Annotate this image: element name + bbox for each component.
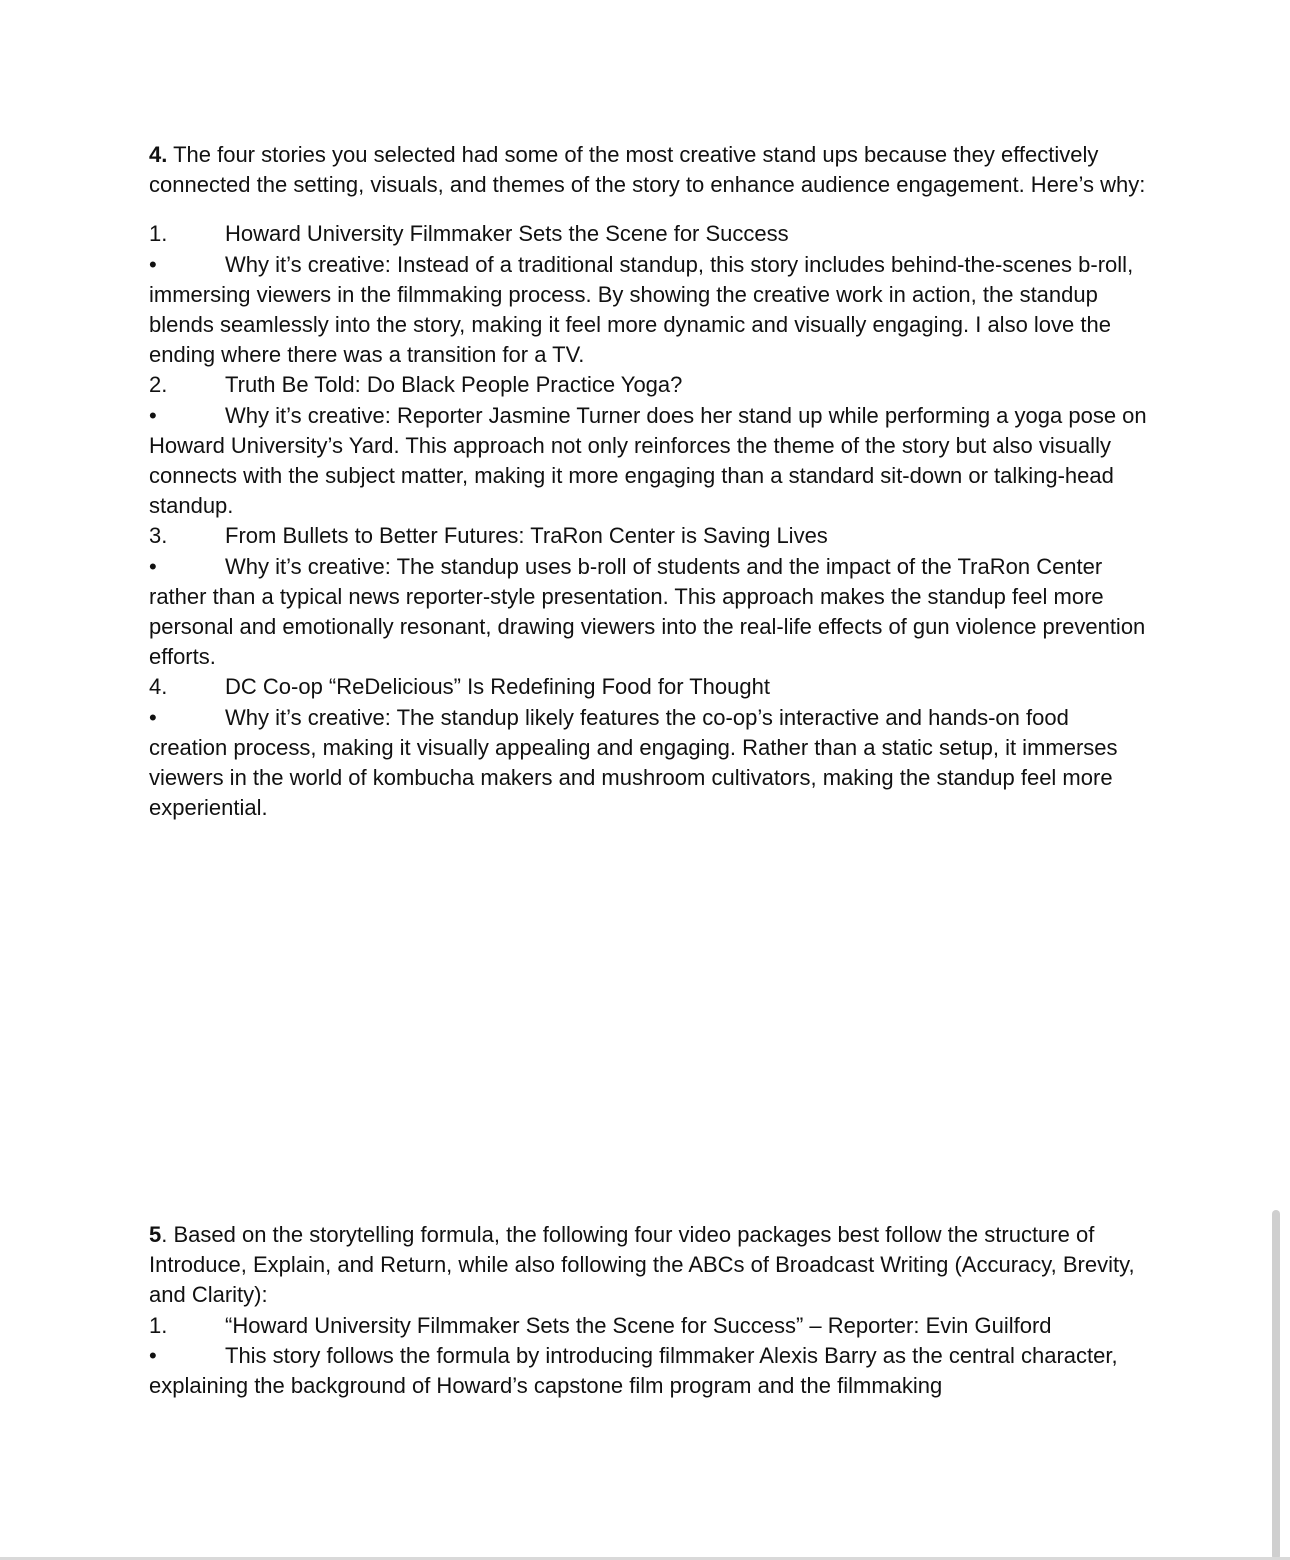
section-5-number: 5 (149, 1222, 162, 1247)
story-item (149, 672, 1149, 823)
story-title-line (149, 521, 1149, 551)
story-title-line (149, 672, 1149, 702)
story-explanation (149, 401, 1149, 522)
section-4-intro (149, 140, 1149, 200)
explanation-lead: Why it’s creative: Reporter Jasmine Turner does her stand up while performing a yoga (225, 402, 1063, 428)
bullet-icon: • (149, 704, 157, 730)
section-5-intro-text: . Based on the storytelling formula, the following four video packages best follow the structure of Introduce, Explain, and Return, while also following the ABCs of Broadcast Writing (Accuracy, Brevity, and Clarity): (149, 1222, 1135, 1308)
answer-section-5 (149, 1220, 1149, 1401)
story-title: DC Co-op “ReDelicious” Is Redefining Food for Thought (225, 674, 770, 700)
story-title-line (149, 1311, 1149, 1341)
story-title: Truth Be Told: Do Black People Practice Yoga? (225, 372, 683, 398)
story-title-line (149, 219, 1149, 249)
answer-section-4 (149, 140, 1149, 823)
list-number: 3. (149, 523, 168, 549)
section-4-intro-text: The four stories you selected had some of the most creative stand ups because they effectively connected the setting, visuals, and themes of the story to enhance audience engagement. Here’s why: (149, 142, 1146, 198)
list-number: 2. (149, 372, 168, 398)
vertical-scrollbar[interactable] (1272, 1210, 1280, 1560)
explanation-rest: pose on Howard University’s Yard. This approach not only reinforces the theme of the story but also visually connects with the subject matter, making it more engaging than a standard sit-down or talking-head standup. (149, 402, 1147, 519)
list-number: 1. (149, 1312, 168, 1338)
story-item (149, 370, 1149, 521)
story-title: “Howard University Filmmaker Sets the Scene for Success” – Reporter: Evin Guilford (225, 1312, 1052, 1338)
story-item (149, 521, 1149, 672)
explanation-lead: Why it’s creative: Instead of a traditional standup, this story includes behind-the-scenes (225, 251, 1073, 277)
explanation-rest: Center rather than a typical news reporter-style presentation. This approach makes the standup feel more personal and emotionally resonant, drawing viewers into the real-life effects of gun violence prevention efforts. (149, 553, 1146, 670)
section-4-number: 4. (149, 142, 168, 167)
story-explanation (149, 552, 1149, 673)
explanation-lead: Why it’s creative: The standup likely features the co-op’s interactive and hands-on food (225, 704, 1069, 730)
list-number: 4. (149, 674, 168, 700)
bullet-icon: • (149, 553, 157, 579)
bullet-icon: • (149, 1342, 157, 1368)
bullet-icon: • (149, 251, 157, 277)
story-explanation (149, 703, 1149, 824)
explanation-rest: character, explaining the background of Howard’s capstone film program and the filmmaking (149, 1342, 1118, 1399)
story-explanation (149, 1341, 1149, 1401)
story-title: Howard University Filmmaker Sets the Scene for Success (225, 221, 789, 247)
explanation-rest: creation process, making it visually appealing and engaging. Rather than a static setup, it immerses viewers in the world of kombucha makers and mushroom cultivators, making the standup feel more experiential. (149, 734, 1118, 821)
story-title-line (149, 370, 1149, 400)
story-item (149, 219, 1149, 370)
explanation-rest: b-roll, immersing viewers in the filmmaking process. By showing the creative work in action, the standup blends seamlessly into the story, making it feel more dynamic and visually engaging. I also love the ending where there was a transition for a TV. (149, 251, 1134, 368)
section-5-intro (149, 1220, 1149, 1311)
story-explanation (149, 250, 1149, 371)
explanation-lead: Why it’s creative: The standup uses b-roll of students and the impact of the TraRon (225, 553, 1031, 579)
story-title: From Bullets to Better Futures: TraRon Center is Saving Lives (225, 523, 828, 549)
story-item (149, 1311, 1149, 1402)
explanation-lead: This story follows the formula by introducing filmmaker Alexis Barry as the central (225, 1342, 1015, 1368)
bullet-icon: • (149, 402, 157, 428)
list-number: 1. (149, 221, 168, 247)
